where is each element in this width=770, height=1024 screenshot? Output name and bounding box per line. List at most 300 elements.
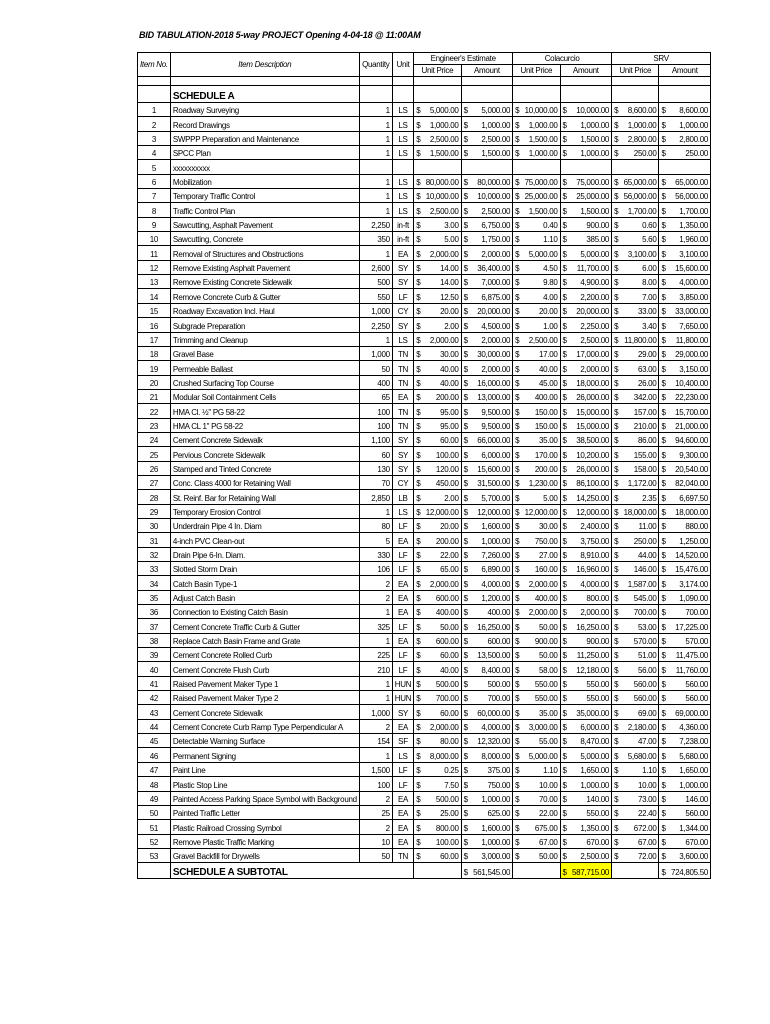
cell-unit: EA — [392, 576, 413, 590]
cell-quantity: 1 — [359, 203, 392, 217]
cell-col-unit-price: 25,000.00 — [523, 189, 560, 203]
cell-item-description: Painted Access Parking Space Symbol with Background — [170, 791, 359, 805]
cell-est-unit-price: 500.00 — [424, 791, 461, 805]
currency-symbol — [612, 160, 622, 174]
cell-col-unit-price: 12,000.00 — [523, 504, 560, 518]
cell-srv-amount: 3,600.00 — [669, 848, 711, 862]
cell-est-unit-price: 60.00 — [424, 848, 461, 862]
cell-col-unit-price: 1,500.00 — [523, 203, 560, 217]
currency-symbol: $ — [461, 562, 471, 576]
currency-symbol: $ — [513, 447, 523, 461]
cell-quantity: 70 — [359, 475, 392, 489]
currency-symbol: $ — [461, 734, 471, 748]
cell-col-amount: 35,000.00 — [570, 705, 612, 719]
cell-est-amount: 1,500.00 — [471, 146, 513, 160]
cell-srv-unit-price: 8.00 — [622, 275, 659, 289]
currency-symbol: $ — [414, 748, 424, 762]
cell-srv-amount: 3,150.00 — [669, 361, 711, 375]
cell-item-description: Sawcutting, Asphalt Pavement — [170, 217, 359, 231]
currency-symbol: $ — [659, 820, 669, 834]
table-row — [138, 189, 711, 203]
cell-col-amount: 1,500.00 — [570, 203, 612, 217]
currency-symbol: $ — [659, 848, 669, 862]
cell-est-unit-price: 2.00 — [424, 318, 461, 332]
cell-item-no: 51 — [138, 820, 171, 834]
cell-srv-unit-price: 10.00 — [622, 777, 659, 791]
cell-srv-amount: 20,540.00 — [669, 461, 711, 475]
currency-symbol: $ — [461, 246, 471, 260]
currency-symbol: $ — [513, 232, 523, 246]
currency-symbol: $ — [560, 318, 570, 332]
currency-symbol: $ — [612, 447, 622, 461]
cell-srv-unit-price: 65,000.00 — [622, 174, 659, 188]
cell-unit: in-ft — [392, 232, 413, 246]
cell-unit: LF — [392, 777, 413, 791]
currency-symbol: $ — [659, 576, 669, 590]
cell-item-no: 10 — [138, 232, 171, 246]
currency-symbol: $ — [560, 246, 570, 260]
currency-symbol: $ — [612, 389, 622, 403]
cell-srv-unit-price: 86.00 — [622, 432, 659, 446]
cell-col-unit-price: 550.00 — [523, 676, 560, 690]
currency-symbol: $ — [560, 490, 570, 504]
cell-quantity: 25 — [359, 805, 392, 819]
currency-symbol: $ — [461, 748, 471, 762]
cell-col-amount: 26,000.00 — [570, 461, 612, 475]
currency-symbol: $ — [560, 103, 570, 117]
currency-symbol: $ — [612, 590, 622, 604]
currency-symbol: $ — [560, 432, 570, 446]
currency-symbol: $ — [513, 562, 523, 576]
currency-symbol: $ — [461, 303, 471, 317]
currency-symbol: $ — [659, 619, 669, 633]
cell-est-unit-price: 100.00 — [424, 447, 461, 461]
cell-est-amount: 750.00 — [471, 777, 513, 791]
cell-item-description: xxxxxxxxxx — [170, 160, 359, 174]
table-row — [138, 777, 711, 791]
cell-est-unit-price: 450.00 — [424, 475, 461, 489]
currency-symbol: $ — [659, 475, 669, 489]
cell-item-description: Plastic Railroad Crossing Symbol — [170, 820, 359, 834]
cell-unit: LF — [392, 662, 413, 676]
bid-tabulation-table — [137, 52, 711, 879]
cell-col-unit-price: 1.10 — [523, 762, 560, 776]
cell-unit: LS — [392, 504, 413, 518]
cell-item-description: Mobilization — [170, 174, 359, 188]
cell-est-amount: 15,600.00 — [471, 461, 513, 475]
cell-item-description: Roadway Surveying — [170, 103, 359, 117]
currency-symbol: $ — [513, 820, 523, 834]
table-row — [138, 117, 711, 131]
table-row — [138, 619, 711, 633]
currency-symbol: $ — [612, 762, 622, 776]
currency-symbol: $ — [513, 289, 523, 303]
cell-srv-amount: 1,700.00 — [669, 203, 711, 217]
cell-col-amount: 11,250.00 — [570, 648, 612, 662]
currency-symbol: $ — [659, 547, 669, 561]
cell-col-amount: 550.00 — [570, 805, 612, 819]
currency-symbol: $ — [612, 834, 622, 848]
cell-srv-unit-price: 72.00 — [622, 848, 659, 862]
cell-est-amount: 7,000.00 — [471, 275, 513, 289]
cell-col-unit-price: 17.00 — [523, 346, 560, 360]
cell-quantity: 2,600 — [359, 260, 392, 274]
currency-symbol: $ — [513, 691, 523, 705]
cell-est-amount: 6,890.00 — [471, 562, 513, 576]
currency-symbol: $ — [513, 174, 523, 188]
currency-symbol: $ — [414, 547, 424, 561]
cell-item-description: Cement Concrete Sidewalk — [170, 705, 359, 719]
cell-est-amount: 2,000.00 — [471, 361, 513, 375]
cell-srv-unit-price: 7.00 — [622, 289, 659, 303]
cell-col-amount: 670.00 — [570, 834, 612, 848]
cell-est-amount: 1,000.00 — [471, 834, 513, 848]
cell-srv-amount: 4,360.00 — [669, 719, 711, 733]
header-quantity: Quantity — [359, 53, 392, 77]
cell-col-amount: 2,200.00 — [570, 289, 612, 303]
currency-symbol: $ — [414, 762, 424, 776]
currency-symbol: $ — [461, 232, 471, 246]
cell-srv-amount: 1,090.00 — [669, 590, 711, 604]
cell-item-description: Pervious Concrete Sidewalk — [170, 447, 359, 461]
cell-col-unit-price: 170.00 — [523, 447, 560, 461]
table-row — [138, 533, 711, 547]
currency-symbol: $ — [659, 705, 669, 719]
cell-quantity: 400 — [359, 375, 392, 389]
currency-symbol: $ — [513, 719, 523, 733]
currency-symbol: $ — [513, 590, 523, 604]
currency-symbol: $ — [612, 734, 622, 748]
cell-est-unit-price: 2,500.00 — [424, 203, 461, 217]
cell-quantity: 1,000 — [359, 346, 392, 360]
cell-est-unit-price: 2,000.00 — [424, 576, 461, 590]
currency-symbol: $ — [612, 361, 622, 375]
table-row — [138, 432, 711, 446]
currency-symbol: $ — [414, 203, 424, 217]
cell-col-unit-price: 1,230.00 — [523, 475, 560, 489]
currency-symbol: $ — [414, 533, 424, 547]
cell-quantity: 2 — [359, 719, 392, 733]
table-row — [138, 676, 711, 690]
cell-quantity: 100 — [359, 777, 392, 791]
cell-srv-unit-price — [622, 160, 659, 174]
currency-symbol: $ — [659, 117, 669, 131]
table-row — [138, 203, 711, 217]
subtotal-srv: 724,805.50 — [669, 863, 711, 879]
cell-quantity: 1 — [359, 676, 392, 690]
currency-symbol: $ — [461, 863, 471, 879]
cell-col-amount: 15,000.00 — [570, 404, 612, 418]
currency-symbol: $ — [414, 518, 424, 532]
cell-quantity — [359, 160, 392, 174]
cell-srv-amount: 3,100.00 — [669, 246, 711, 260]
currency-symbol: $ — [414, 734, 424, 748]
cell-srv-unit-price: 560.00 — [622, 676, 659, 690]
table-row — [138, 633, 711, 647]
cell-item-description: Cement Concrete Rolled Curb — [170, 648, 359, 662]
table-row — [138, 562, 711, 576]
cell-est-amount: 16,000.00 — [471, 375, 513, 389]
currency-symbol: $ — [560, 662, 570, 676]
cell-est-unit-price: 2,000.00 — [424, 719, 461, 733]
cell-unit: LF — [392, 518, 413, 532]
cell-item-description: Remove Existing Concrete Sidewalk — [170, 275, 359, 289]
table-body — [138, 77, 711, 879]
cell-item-no: 38 — [138, 633, 171, 647]
currency-symbol: $ — [659, 332, 669, 346]
currency-symbol: $ — [560, 418, 570, 432]
cell-quantity: 2 — [359, 590, 392, 604]
cell-est-unit-price: 500.00 — [424, 676, 461, 690]
currency-symbol: $ — [461, 633, 471, 647]
currency-symbol: $ — [414, 648, 424, 662]
cell-est-amount: 700.00 — [471, 691, 513, 705]
currency-symbol: $ — [612, 648, 622, 662]
cell-srv-unit-price: 6.00 — [622, 260, 659, 274]
currency-symbol — [659, 160, 669, 174]
currency-symbol: $ — [659, 805, 669, 819]
header-amount: Amount — [560, 65, 612, 77]
cell-srv-amount: 1,650.00 — [669, 762, 711, 776]
cell-col-amount: 12,180.00 — [570, 662, 612, 676]
cell-unit: LF — [392, 762, 413, 776]
cell-srv-amount: 6,697.50 — [669, 490, 711, 504]
currency-symbol: $ — [612, 562, 622, 576]
cell-srv-unit-price: 700.00 — [622, 605, 659, 619]
currency-symbol: $ — [461, 346, 471, 360]
col-unit-price-spacer — [513, 863, 523, 879]
cell-est-unit-price: 400.00 — [424, 605, 461, 619]
cell-item-description: Drain Pipe 6-In. Diam. — [170, 547, 359, 561]
currency-symbol: $ — [612, 232, 622, 246]
cell-srv-unit-price: 0.60 — [622, 217, 659, 231]
currency-symbol: $ — [659, 648, 669, 662]
cell-item-description: Adjust Catch Basin — [170, 590, 359, 604]
cell-srv-unit-price: 44.00 — [622, 547, 659, 561]
cell-col-amount: 5,000.00 — [570, 748, 612, 762]
header-bidder-colacurcio: Colacurcio — [513, 53, 612, 65]
cell-item-description: SWPPP Preparation and Maintenance — [170, 131, 359, 145]
currency-symbol: $ — [560, 562, 570, 576]
cell-col-unit-price: 1,000.00 — [523, 146, 560, 160]
cell-item-no: 41 — [138, 676, 171, 690]
cell-est-amount: 5,700.00 — [471, 490, 513, 504]
cell-col-unit-price: 900.00 — [523, 633, 560, 647]
currency-symbol: $ — [513, 475, 523, 489]
cell-est-unit-price: 22.00 — [424, 547, 461, 561]
currency-symbol: $ — [659, 361, 669, 375]
cell-quantity: 50 — [359, 848, 392, 862]
cell-col-amount — [570, 160, 612, 174]
cell-col-unit-price: 750.00 — [523, 533, 560, 547]
currency-symbol: $ — [513, 504, 523, 518]
cell-col-unit-price: 2,000.00 — [523, 576, 560, 590]
cell-est-amount: 4,000.00 — [471, 719, 513, 733]
cell-srv-unit-price: 210.00 — [622, 418, 659, 432]
cell-item-no: 33 — [138, 562, 171, 576]
cell-est-amount: 12,000.00 — [471, 504, 513, 518]
currency-symbol: $ — [461, 461, 471, 475]
cell-srv-unit-price: 63.00 — [622, 361, 659, 375]
table-row — [138, 662, 711, 676]
cell-col-amount: 1,000.00 — [570, 777, 612, 791]
table-row — [138, 576, 711, 590]
currency-symbol: $ — [461, 662, 471, 676]
currency-symbol: $ — [461, 605, 471, 619]
currency-symbol: $ — [659, 131, 669, 145]
cell-srv-amount: 8,600.00 — [669, 103, 711, 117]
currency-symbol: $ — [414, 361, 424, 375]
currency-symbol: $ — [659, 189, 669, 203]
cell-item-no: 13 — [138, 275, 171, 289]
currency-symbol: $ — [612, 719, 622, 733]
cell-srv-unit-price: 26.00 — [622, 375, 659, 389]
cell-col-unit-price: 67.00 — [523, 834, 560, 848]
cell-est-unit-price: 200.00 — [424, 533, 461, 547]
cell-quantity: 1 — [359, 189, 392, 203]
currency-symbol: $ — [513, 648, 523, 662]
cell-item-no: 8 — [138, 203, 171, 217]
currency-symbol: $ — [612, 289, 622, 303]
cell-col-unit-price: 5.00 — [523, 490, 560, 504]
currency-symbol: $ — [560, 447, 570, 461]
cell-est-amount: 7,260.00 — [471, 547, 513, 561]
currency-symbol: $ — [659, 662, 669, 676]
table-row — [138, 131, 711, 145]
cell-item-description: Cement Concrete Flush Curb — [170, 662, 359, 676]
header-unit-price: Unit Price — [513, 65, 560, 77]
cell-srv-amount: 65,000.00 — [669, 174, 711, 188]
cell-quantity: 2,250 — [359, 318, 392, 332]
cell-est-amount: 1,000.00 — [471, 533, 513, 547]
cell-srv-amount: 21,000.00 — [669, 418, 711, 432]
currency-symbol: $ — [560, 303, 570, 317]
cell-est-amount: 2,000.00 — [471, 332, 513, 346]
cell-unit: SY — [392, 705, 413, 719]
cell-srv-amount: 33,000.00 — [669, 303, 711, 317]
currency-symbol: $ — [461, 131, 471, 145]
cell-srv-amount: 1,960.00 — [669, 232, 711, 246]
cell-srv-unit-price: 69.00 — [622, 705, 659, 719]
cell-srv-unit-price: 1,700.00 — [622, 203, 659, 217]
table-row — [138, 447, 711, 461]
currency-symbol: $ — [612, 547, 622, 561]
currency-symbol: $ — [612, 346, 622, 360]
currency-symbol: $ — [461, 475, 471, 489]
cell-srv-unit-price: 3,100.00 — [622, 246, 659, 260]
cell-col-unit-price: 9.80 — [523, 275, 560, 289]
table-row — [138, 389, 711, 403]
currency-symbol: $ — [612, 619, 622, 633]
cell-item-no: 21 — [138, 389, 171, 403]
currency-symbol: $ — [513, 662, 523, 676]
cell-srv-unit-price: 1,587.00 — [622, 576, 659, 590]
cell-est-unit-price: 600.00 — [424, 590, 461, 604]
cell-col-amount: 10,200.00 — [570, 447, 612, 461]
cell-srv-amount: 15,600.00 — [669, 260, 711, 274]
cell-quantity: 2 — [359, 791, 392, 805]
cell-srv-amount: 146.00 — [669, 791, 711, 805]
currency-symbol: $ — [659, 633, 669, 647]
currency-symbol: $ — [560, 748, 570, 762]
currency-symbol: $ — [513, 619, 523, 633]
cell-item-description: Gravel Base — [170, 346, 359, 360]
cell-est-amount: 1,600.00 — [471, 820, 513, 834]
cell-srv-amount: 14,520.00 — [669, 547, 711, 561]
currency-symbol: $ — [560, 232, 570, 246]
currency-symbol: $ — [414, 447, 424, 461]
cell-quantity: 154 — [359, 734, 392, 748]
cell-quantity: 1 — [359, 633, 392, 647]
currency-symbol: $ — [461, 619, 471, 633]
cell-item-description: Record Drawings — [170, 117, 359, 131]
cell-est-amount: 30,000.00 — [471, 346, 513, 360]
cell-col-unit-price: 2,000.00 — [523, 605, 560, 619]
cell-srv-amount: 69,000.00 — [669, 705, 711, 719]
currency-symbol: $ — [659, 834, 669, 848]
cell-item-description: Stamped and Tinted Concrete — [170, 461, 359, 475]
currency-symbol: $ — [612, 748, 622, 762]
cell-col-amount: 2,500.00 — [570, 332, 612, 346]
table-row — [138, 805, 711, 819]
cell-est-unit-price: 14.00 — [424, 260, 461, 274]
cell-unit: LF — [392, 648, 413, 662]
cell-col-unit-price: 1,500.00 — [523, 131, 560, 145]
currency-symbol: $ — [612, 576, 622, 590]
cell-est-unit-price: 60.00 — [424, 705, 461, 719]
currency-symbol: $ — [659, 418, 669, 432]
currency-symbol — [461, 160, 471, 174]
currency-symbol: $ — [659, 260, 669, 274]
cell-unit: LS — [392, 103, 413, 117]
currency-symbol: $ — [659, 146, 669, 160]
currency-symbol: $ — [461, 203, 471, 217]
cell-unit: TN — [392, 375, 413, 389]
currency-symbol: $ — [612, 820, 622, 834]
cell-item-description: Roadway Excavation Incl. Haul — [170, 303, 359, 317]
cell-item-description: Plastic Stop Line — [170, 777, 359, 791]
currency-symbol: $ — [513, 461, 523, 475]
cell-srv-unit-price: 570.00 — [622, 633, 659, 647]
cell-est-unit-price — [424, 160, 461, 174]
currency-symbol: $ — [513, 762, 523, 776]
cell-quantity: 106 — [359, 562, 392, 576]
cell-col-unit-price: 20.00 — [523, 303, 560, 317]
cell-item-no: 40 — [138, 662, 171, 676]
cell-est-unit-price: 5.00 — [424, 232, 461, 246]
currency-symbol: $ — [414, 318, 424, 332]
cell-quantity: 1 — [359, 131, 392, 145]
cell-quantity: 10 — [359, 834, 392, 848]
table-row — [138, 518, 711, 532]
table-row — [138, 590, 711, 604]
cell-item-no: 15 — [138, 303, 171, 317]
cell-col-amount: 8,470.00 — [570, 734, 612, 748]
cell-srv-amount: 250.00 — [669, 146, 711, 160]
currency-symbol: $ — [560, 404, 570, 418]
currency-symbol: $ — [461, 648, 471, 662]
cell-col-unit-price: 10,000.00 — [523, 103, 560, 117]
currency-symbol: $ — [414, 605, 424, 619]
cell-srv-amount: 1,344.00 — [669, 820, 711, 834]
cell-col-amount: 6,000.00 — [570, 719, 612, 733]
cell-srv-unit-price: 2,180.00 — [622, 719, 659, 733]
cell-item-no: 12 — [138, 260, 171, 274]
currency-symbol: $ — [612, 332, 622, 346]
cell-item-no: 4 — [138, 146, 171, 160]
cell-col-unit-price: 4.00 — [523, 289, 560, 303]
cell-item-no: 49 — [138, 791, 171, 805]
